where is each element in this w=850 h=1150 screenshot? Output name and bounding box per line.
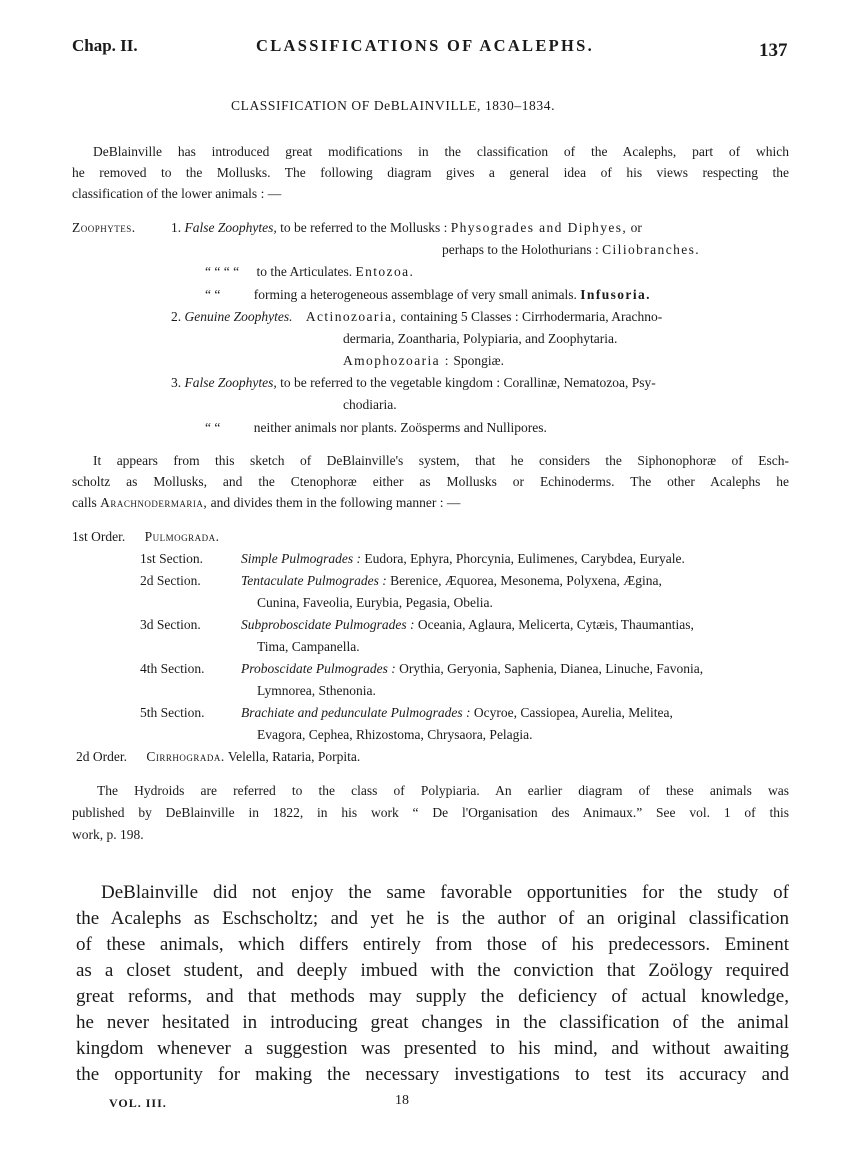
ditto-2-text: forming a heterogeneous assemblage of very small animals.	[253, 287, 577, 302]
section-5-genera: Ocyroe, Cassiopea, Aurelia, Melitea,	[473, 705, 673, 720]
section-4-name: Proboscidate Pulmogrades :	[241, 661, 396, 676]
first-order-name: Pulmograda.	[144, 529, 220, 544]
section-title: CLASSIFICATION OF DeBLAINVILLE, 1830–1834.	[231, 98, 556, 113]
second-order-genera: Velella, Rataria, Porpita.	[227, 749, 361, 764]
hydroids-line-2: published by DeBlainville in 1822, in his work “ De l'Organisation des Animaux.” See vol. 1 of this	[72, 805, 789, 820]
sketch-line-3-pre: calls	[72, 495, 97, 510]
section-5-continuation: Evagora, Cephea, Rhizostoma, Chrysaora, Pelagia.	[257, 727, 533, 742]
section-5-label: 5th Section.	[140, 705, 205, 720]
item-1-line-2-group: Ciliobranches.	[602, 242, 701, 257]
section-5-entry	[241, 703, 673, 722]
item-2-line-3-group: Amophozoaria :	[343, 353, 450, 368]
section-4-continuation: Lymnorea, Sthenonia.	[257, 683, 376, 698]
item-1-text: to be referred to the Mollusks :	[280, 220, 448, 235]
second-order-name: Cirrhograda.	[146, 749, 225, 764]
item-3-name: False Zoophytes,	[184, 375, 277, 390]
item-1-ditto-2	[205, 285, 651, 304]
item-1-line-2-text: perhaps to the Holothurians :	[442, 242, 599, 257]
section-3-name: Subproboscidate Pulmogrades :	[241, 617, 415, 632]
item-3-ditto	[205, 418, 547, 437]
sketch-line-1: It appears from this sketch of DeBlainville's system, that he considers the Siphonophoræ of Esch-	[93, 453, 789, 468]
item-1-ditto-1	[205, 262, 414, 281]
item-2-line-2: dermaria, Zoantharia, Polypiaria, and Zoophytaria.	[343, 331, 618, 346]
intro-line-1: DeBlainville has introduced great modifications in the classification of the Acalephs, part of which	[93, 144, 789, 159]
item-1-name: False Zoophytes,	[184, 220, 277, 235]
item-1-groups: Physogrades and Diphyes,	[450, 220, 628, 235]
section-1-genera: Eudora, Ephyra, Phorcynia, Eulimenes, Carybdea, Euryale.	[364, 551, 685, 566]
ditto-marks: “ “	[205, 420, 221, 435]
item-2-line-3-text: Spongiæ.	[453, 353, 504, 368]
section-4-entry	[241, 659, 703, 678]
section-5-name: Brachiate and pedunculate Pulmogrades :	[241, 705, 471, 720]
first-order-label: 1st Order.	[72, 529, 126, 544]
item-1-line-2	[442, 240, 700, 259]
signature-mark: 18	[395, 1093, 409, 1108]
ditto-marks: “ “ “ “	[205, 264, 240, 279]
section-2-label: 2d Section.	[140, 573, 201, 588]
item-2-number: 2.	[171, 309, 182, 324]
section-2-name: Tentaculate Pulmogrades :	[241, 573, 387, 588]
intro-line-3: classification of the lower animals : —	[72, 186, 282, 201]
sketch-line-3	[72, 493, 460, 512]
body-line-3: of these animals, which differs entirely from those of his predecessors. Eminent	[76, 934, 789, 955]
ditto-1-group: Entozoa.	[355, 264, 415, 279]
second-order-label: 2d Order.	[76, 749, 127, 764]
item-3-line-1	[171, 373, 656, 392]
section-1-entry	[241, 549, 685, 568]
item-3-text: to be referred to the vegetable kingdom : Corallinæ, Nematozoa, Psy-	[280, 375, 656, 390]
sketch-line-3-post: and divides them in the following manner : —	[210, 495, 461, 510]
section-4-label: 4th Section.	[140, 661, 205, 676]
volume-label: VOL. III.	[109, 1096, 167, 1110]
running-head-chapter: Chap. II.	[72, 36, 138, 55]
arachnodermaria-name: Arachnodermaria,	[100, 495, 208, 510]
body-line-4: as a closet student, and deeply imbued with the conviction that Zoölogy required	[76, 960, 789, 981]
intro-line-2: he removed to the Mollusks. The following diagram gives a general idea of his views respecting the	[72, 165, 789, 180]
section-2-genera: Berenice, Æquorea, Mesonema, Polyxena, Ægina,	[390, 573, 662, 588]
item-1-or: or	[630, 220, 642, 235]
sketch-line-2: scholtz as Mollusks, and the Ctenophoræ either as Mollusks or Echinoderms. The other Acalephs he	[72, 474, 789, 489]
body-line-6: he never hesitated in introducing great changes in the classification of the animal	[76, 1012, 789, 1033]
item-2-line-3	[343, 351, 504, 370]
section-3-label: 3d Section.	[140, 617, 201, 632]
section-3-entry	[241, 615, 694, 634]
body-line-7: kingdom whenever a suggestion was presented to his mind, and without awaiting	[76, 1038, 789, 1059]
item-2-group: Actinozoaria,	[305, 309, 398, 324]
section-3-genera: Oceania, Aglaura, Melicerta, Cytæis, Thaumantias,	[417, 617, 694, 632]
item-2-name: Genuine Zoophytes.	[184, 309, 293, 324]
section-2-continuation: Cunina, Faveolia, Eurybia, Pegasia, Obelia.	[257, 595, 493, 610]
item-3-line-2: chodiaria.	[343, 397, 397, 412]
item-2-line-1	[171, 307, 662, 326]
section-3-continuation: Tima, Campanella.	[257, 639, 360, 654]
ditto-1-text: to the Articulates.	[256, 264, 353, 279]
item-3-number: 3.	[171, 375, 182, 390]
second-order	[76, 747, 360, 766]
hydroids-line-3: work, p. 198.	[72, 827, 144, 842]
ditto-marks: “ “	[205, 287, 221, 302]
page-number: 137	[759, 40, 788, 61]
section-4-genera: Orythia, Geryonia, Saphenia, Dianea, Linuche, Favonia,	[399, 661, 704, 676]
body-line-2: the Acalephs as Eschscholtz; and yet he is the author of an original classification	[76, 908, 789, 929]
running-head-title: CLASSIFICATIONS OF ACALEPHS.	[256, 36, 595, 55]
item-3-ditto-text: neither animals nor plants. Zoösperms and Nullipores.	[253, 420, 547, 435]
first-order	[72, 527, 220, 546]
item-1-line-1	[171, 218, 642, 237]
section-2-entry	[241, 571, 662, 590]
zoophytes-label: Zoophytes.	[72, 220, 136, 235]
item-1-number: 1.	[171, 220, 182, 235]
ditto-2-group: Infusoria.	[580, 287, 651, 302]
item-2-text: containing 5 Classes : Cirrhodermaria, Arachno-	[400, 309, 663, 324]
body-line-5: great reforms, and that methods may supply the deficiency of actual knowledge,	[76, 986, 789, 1007]
body-line-1: DeBlainville did not enjoy the same favorable opportunities for the study of	[101, 882, 789, 903]
body-line-8: the opportunity for making the necessary investigations to test its accuracy and	[76, 1064, 789, 1085]
hydroids-line-1: The Hydroids are referred to the class of Polypiaria. An earlier diagram of these animals was	[97, 783, 789, 798]
section-1-name: Simple Pulmogrades :	[241, 551, 361, 566]
section-1-label: 1st Section.	[140, 551, 203, 566]
